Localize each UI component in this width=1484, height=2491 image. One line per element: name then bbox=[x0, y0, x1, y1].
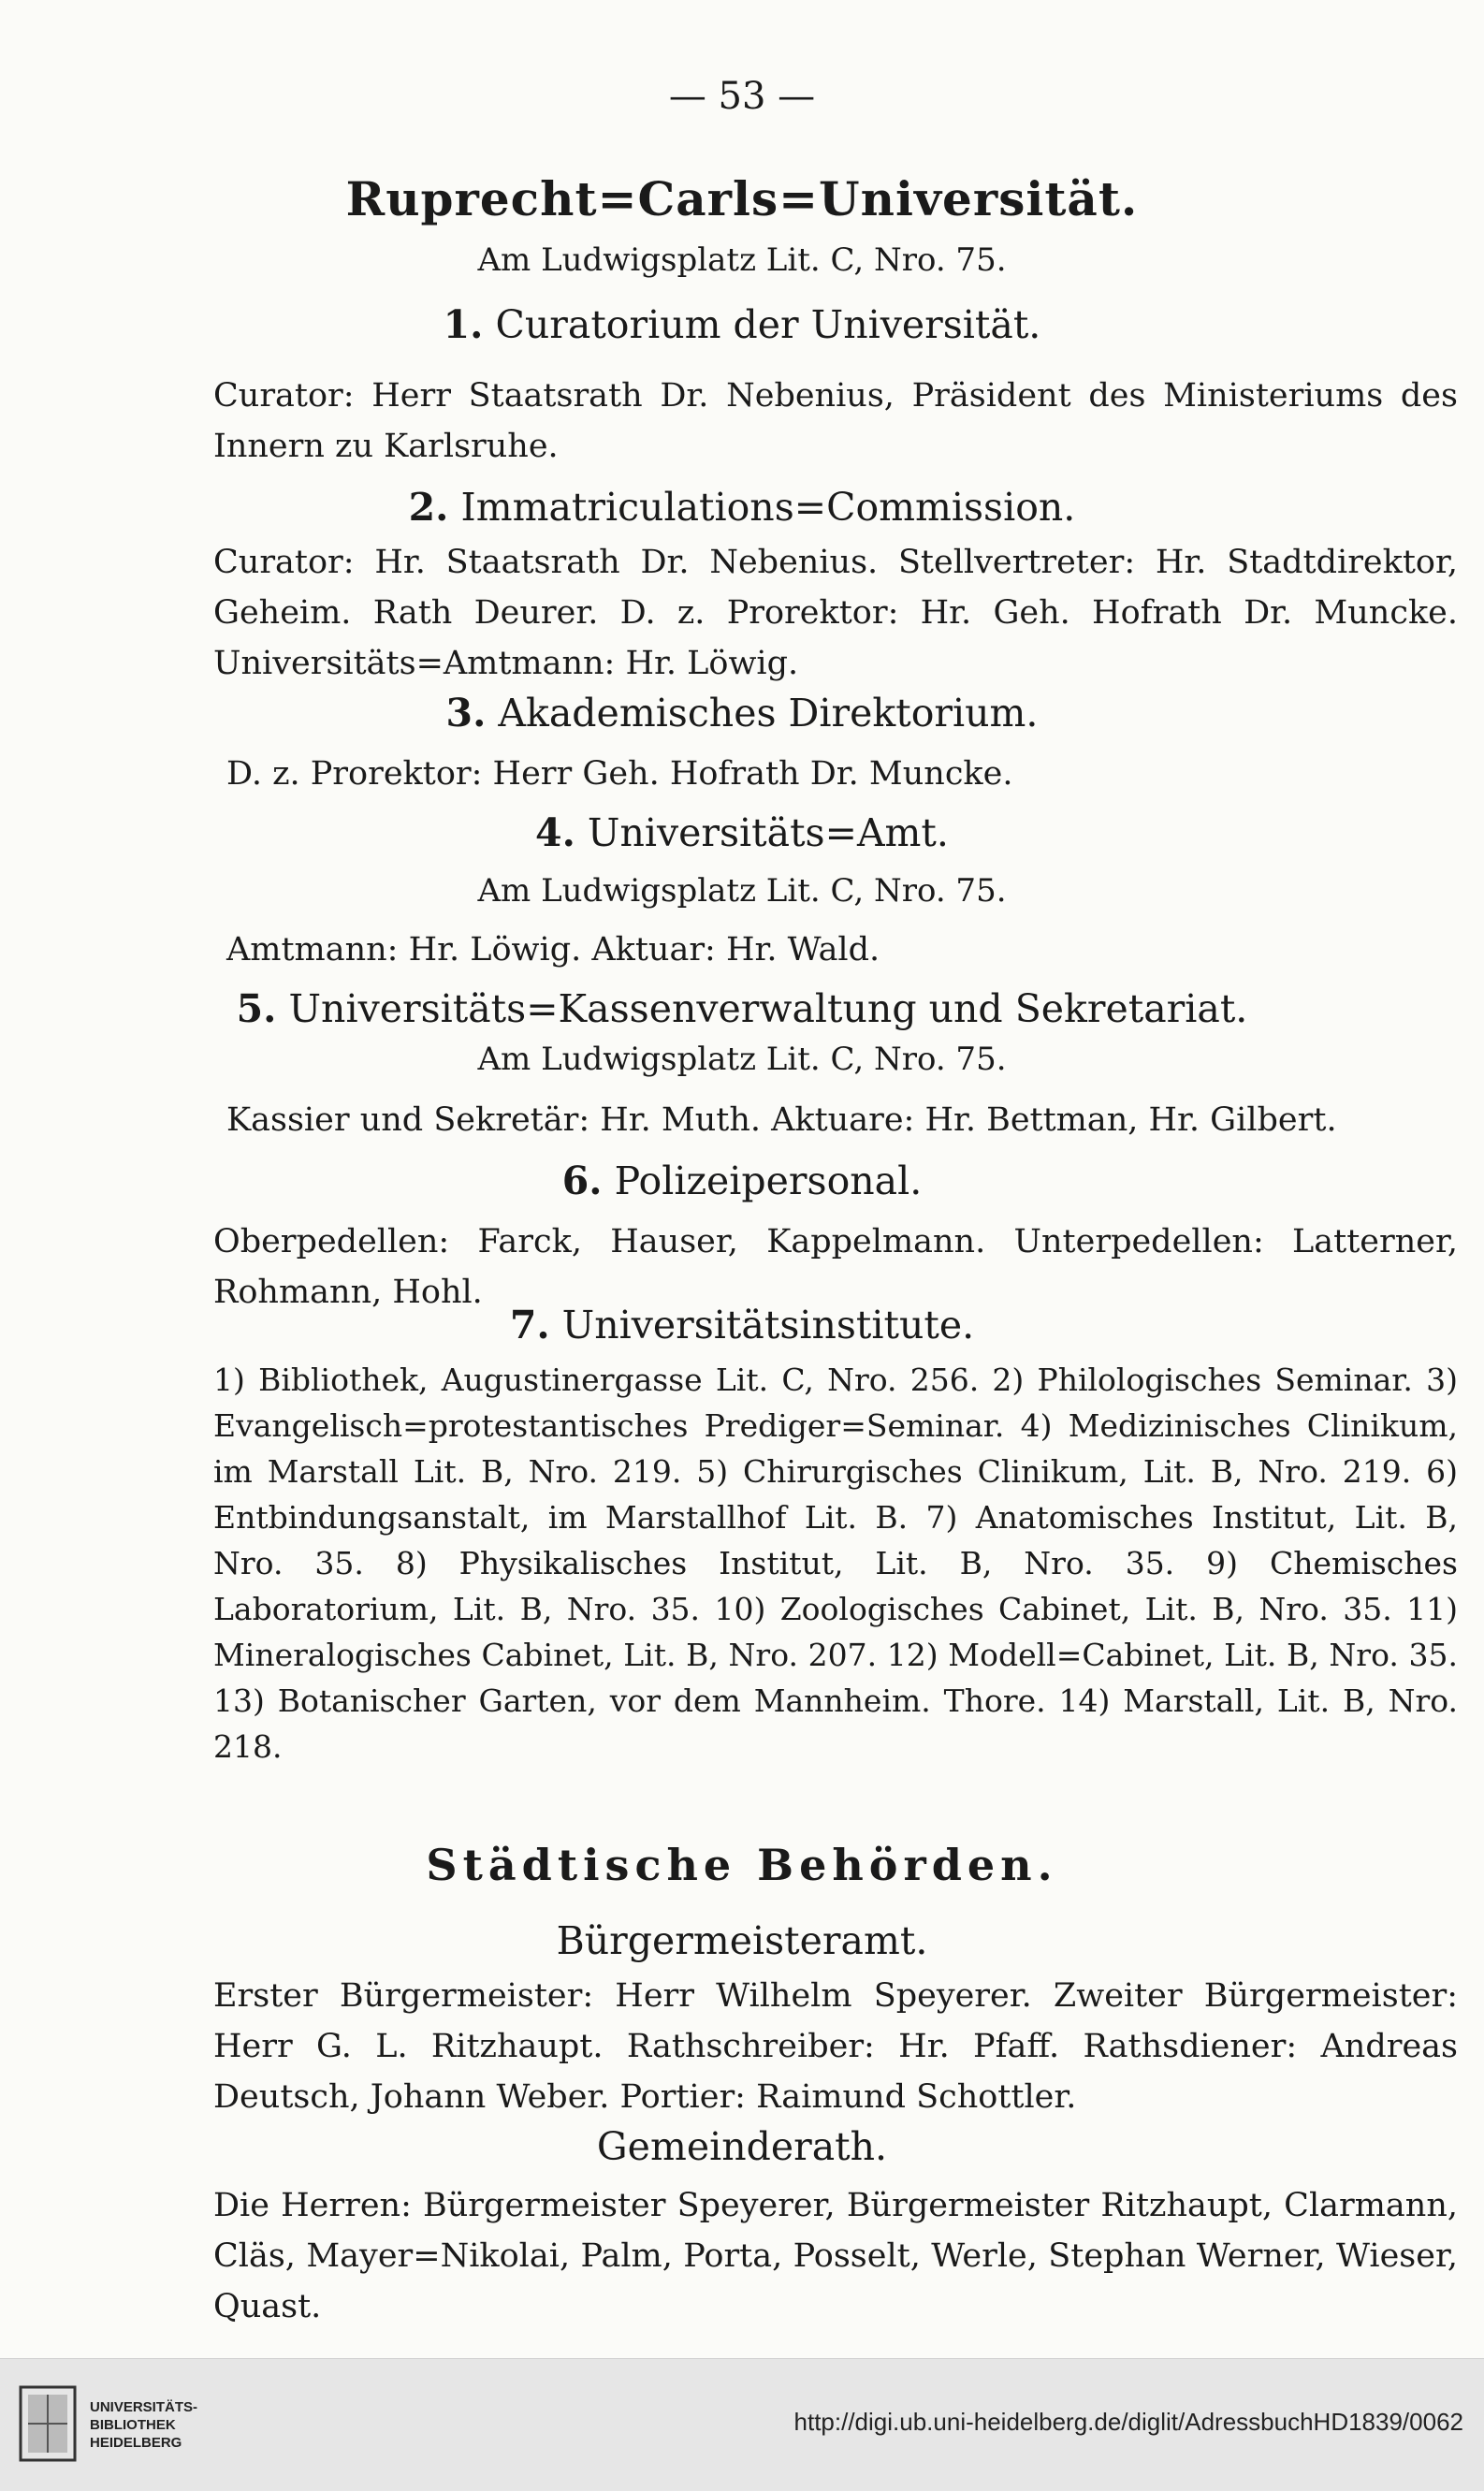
library-logo[interactable] bbox=[15, 2376, 202, 2473]
city-section-1-text: Erster Bürgermeister: Herr Wilhelm Speyerer. Zweiter Bürgermeister: Herr G. L. Ritzhaupt. Rathschreiber: Hr. Pfaff. Rathsdiener: Andreas Deutsch, Johann Weber. Portier: Raimund Schottler. bbox=[213, 1977, 1458, 2116]
section-3-heading bbox=[0, 691, 1484, 736]
section-number: 2. bbox=[408, 485, 449, 530]
page-number: — 53 — bbox=[668, 75, 816, 118]
section-7-heading bbox=[0, 1303, 1484, 1347]
section-title: Universitätsinstitute. bbox=[561, 1303, 975, 1347]
section-number: 7. bbox=[509, 1303, 550, 1347]
university-title: Ruprecht=Carls=Universität. bbox=[345, 171, 1139, 226]
section-6-heading bbox=[0, 1158, 1484, 1203]
city-section-1-heading: Bürgermeisteramt. bbox=[556, 1918, 928, 1963]
section-1-heading bbox=[0, 302, 1484, 347]
section-number: 1. bbox=[443, 302, 484, 347]
section-number: 3. bbox=[445, 691, 487, 736]
permalink-url[interactable]: http://digi.ub.uni-heidelberg.de/diglit/AdressbuchHD1839/0062 bbox=[793, 2408, 1463, 2436]
section-3-text: D. z. Prorektor: Herr Geh. Hofrath Dr. Muncke. bbox=[226, 755, 1013, 793]
section-title: Universitäts=Amt. bbox=[587, 810, 949, 855]
section-title: Polizeipersonal. bbox=[614, 1158, 923, 1203]
section-5-address: Am Ludwigsplatz Lit. C, Nro. 75. bbox=[477, 1041, 1007, 1078]
university-address: Am Ludwigsplatz Lit. C, Nro. 75. bbox=[477, 241, 1007, 279]
section-2-heading bbox=[0, 485, 1484, 530]
section-title: Akademisches Direktorium. bbox=[498, 691, 1039, 736]
footer-bar bbox=[0, 2358, 1484, 2491]
section-2-text: Curator: Hr. Staatsrath Dr. Nebenius. Stellvertreter: Hr. Stadtdirektor, Geheim. Rath Deurer. D. z. Prorektor: Hr. Geh. Hofrath Dr. Muncke. Universitäts=Amtmann: Hr. Löwig. bbox=[213, 544, 1458, 682]
section-6-text: Oberpedellen: Farck, Hauser, Kappelmann. Unterpedellen: Latterner, Rohmann, Hohl. bbox=[213, 1223, 1458, 1311]
logo-text bbox=[90, 2398, 197, 2452]
section-5-text: Kassier und Sekretär: Hr. Muth. Aktuare: Hr. Bettman, Hr. Gilbert. bbox=[226, 1101, 1337, 1139]
section-4-heading bbox=[0, 810, 1484, 855]
section-4-address: Am Ludwigsplatz Lit. C, Nro. 75. bbox=[477, 872, 1007, 910]
city-section-2-heading: Gemeinderath. bbox=[596, 2124, 888, 2169]
section-5-heading bbox=[0, 986, 1484, 1031]
section-1-text: Curator: Herr Staatsrath Dr. Nebenius, Präsident des Ministeriums des Innern zu Karlsruhe. bbox=[213, 377, 1458, 465]
city-title: Städtische Behörden. bbox=[426, 1840, 1058, 1890]
section-number: 6. bbox=[561, 1158, 603, 1203]
logo-line: BIBLIOTHEK bbox=[90, 2417, 176, 2433]
section-4-text: Amtmann: Hr. Löwig. Aktuar: Hr. Wald. bbox=[226, 931, 880, 969]
section-number: 4. bbox=[535, 810, 575, 855]
logo-line: UNIVERSITÄTS- bbox=[90, 2399, 198, 2415]
logo-line: HEIDELBERG bbox=[90, 2435, 182, 2451]
section-7-text: 1) Bibliothek, Augustinergasse Lit. C, Nro. 256. 2) Philologisches Seminar. 3) Evangelisch=protestantisches Prediger=Seminar. 4) Medizinisches Clinikum, im Marstall Lit. B, Nro. 219. 5) Chirurgisches Clinikum, Lit. B, Nro. 219. 6) Entbindungsanstalt, im Marstallhof Lit. B. 7) Anatomisches Institut, Lit. B, Nro. 35. 8) Physikalisches Institut, Lit. B, Nro. 35. 9) Chemisches Laboratorium, Lit. B, Nro. 35. 10) Zoologisches Cabinet, Lit. B, Nro. 35. 11) Mineralogisches Cabinet, Lit. B, Nro. 207. 12) Modell=Cabinet, Lit. B, Nro. 35. 13) Botanischer Garten, vor dem Mannheim. Thore. 14) Marstall, Lit. B, Nro. 218. bbox=[213, 1362, 1458, 1765]
library-crest-icon bbox=[15, 2382, 80, 2466]
section-title: Curatorium der Universität. bbox=[495, 302, 1041, 347]
section-number: 5. bbox=[236, 986, 277, 1031]
city-section-2-text: Die Herren: Bürgermeister Speyerer, Bürgermeister Ritzhaupt, Clarmann, Cläs, Mayer=Nikolai, Palm, Porta, Posselt, Werle, Stephan Werner, Wieser, Quast. bbox=[213, 2187, 1458, 2325]
section-title: Universitäts=Kassenverwaltung und Sekretariat. bbox=[288, 986, 1248, 1031]
section-title: Immatriculations=Commission. bbox=[460, 485, 1076, 530]
